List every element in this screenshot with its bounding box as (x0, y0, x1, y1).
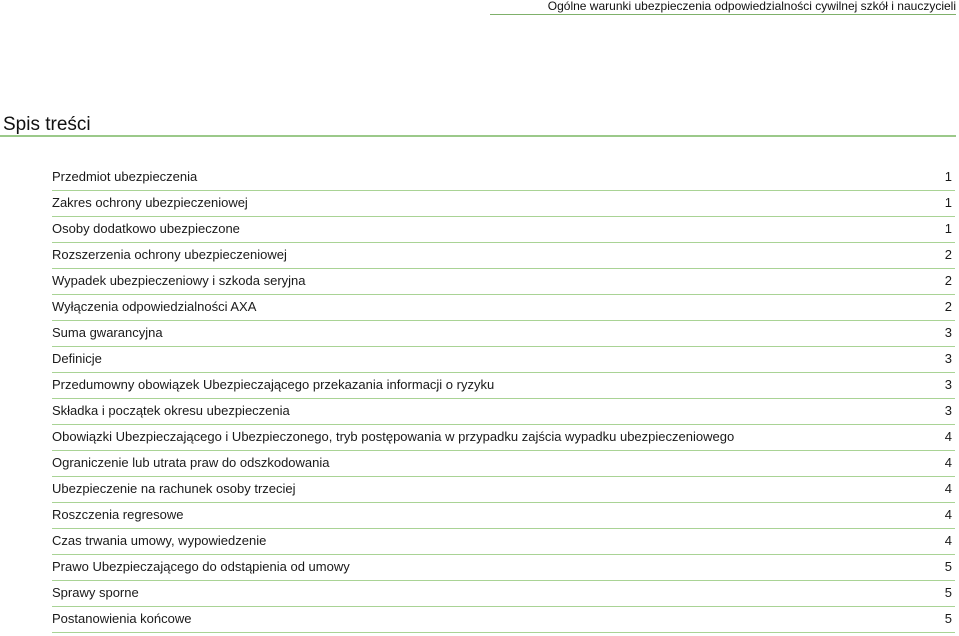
toc-entry[interactable] (52, 451, 955, 477)
toc-entry-page: 4 (944, 481, 952, 496)
toc-entry-label: Osoby dodatkowo ubezpieczone (52, 221, 240, 236)
toc-entry[interactable] (52, 607, 955, 633)
toc-entry[interactable] (52, 295, 955, 321)
toc-entry[interactable] (52, 321, 955, 347)
toc-entry-page: 4 (944, 455, 952, 470)
toc-entry-label: Postanowienia końcowe (52, 611, 192, 626)
toc-entry-label: Rozszerzenia ochrony ubezpieczeniowej (52, 247, 287, 262)
toc-title: Spis treści (3, 114, 91, 135)
toc-entry-label: Definicje (52, 351, 102, 366)
toc-entry[interactable] (52, 425, 955, 451)
toc-entry-label: Przedmiot ubezpieczenia (52, 169, 198, 184)
toc-entry-page: 3 (944, 351, 952, 366)
toc-entry-label: Ubezpieczenie na rachunek osoby trzeciej (52, 481, 296, 496)
toc-title-divider (0, 135, 956, 137)
toc-entry-page: 4 (944, 533, 952, 548)
toc-entry[interactable] (52, 269, 955, 295)
toc-entry[interactable] (52, 373, 955, 399)
toc-entry-page: 3 (944, 377, 952, 392)
toc-entry-label: Składka i początek okresu ubezpieczenia (52, 403, 290, 418)
toc-entry-label: Sprawy sporne (52, 585, 139, 600)
toc-entry-label: Ograniczenie lub utrata praw do odszkodowania (52, 455, 330, 470)
toc-entry[interactable] (52, 503, 955, 529)
toc-entry[interactable] (52, 529, 955, 555)
toc-entry[interactable] (52, 347, 955, 373)
toc-entry-page: 5 (944, 611, 952, 626)
toc-entry[interactable] (52, 555, 955, 581)
toc-entry-label: Wypadek ubezpieczeniowy i szkoda seryjna (52, 273, 306, 288)
toc-entry-label: Roszczenia regresowe (52, 507, 184, 522)
toc-entry-page: 1 (944, 195, 952, 210)
toc-entry-label: Przedumowny obowiązek Ubezpieczającego przekazania informacji o ryzyku (52, 377, 495, 392)
toc-entry-page: 4 (944, 507, 952, 522)
toc-entry[interactable] (52, 191, 955, 217)
toc-entry[interactable] (52, 165, 955, 191)
toc-entry-page: 4 (944, 429, 952, 444)
toc-entry-label: Suma gwarancyjna (52, 325, 163, 340)
toc-entry-label: Zakres ochrony ubezpieczeniowej (52, 195, 248, 210)
toc-entry[interactable] (52, 217, 955, 243)
toc-entry-page: 2 (944, 299, 952, 314)
toc-entry-page: 5 (944, 585, 952, 600)
toc-entry-page: 3 (944, 325, 952, 340)
toc-entry-page: 5 (944, 559, 952, 574)
toc-list (52, 165, 955, 633)
toc-entry[interactable] (52, 399, 955, 425)
toc-entry-label: Obowiązki Ubezpieczającego i Ubezpieczonego, tryb postępowania w przypadku zajścia wypadku ubezpieczeniowego (52, 429, 735, 444)
running-header (490, 0, 956, 15)
toc-entry-label: Wyłączenia odpowiedzialności AXA (52, 299, 257, 314)
toc-entry-page: 2 (944, 247, 952, 262)
running-header-title: Ogólne warunki ubezpieczenia odpowiedzialności cywilnej szkół i nauczycieli (547, 0, 956, 13)
toc-entry[interactable] (52, 581, 955, 607)
toc-entry-page: 1 (944, 169, 952, 184)
toc-entry-page: 1 (944, 221, 952, 236)
toc-entry[interactable] (52, 243, 955, 269)
toc-entry-label: Prawo Ubezpieczającego do odstąpienia od umowy (52, 559, 350, 574)
toc-entry-label: Czas trwania umowy, wypowiedzenie (52, 533, 267, 548)
toc-entry-page: 3 (944, 403, 952, 418)
toc-entry[interactable] (52, 477, 955, 503)
toc-entry-page: 2 (944, 273, 952, 288)
